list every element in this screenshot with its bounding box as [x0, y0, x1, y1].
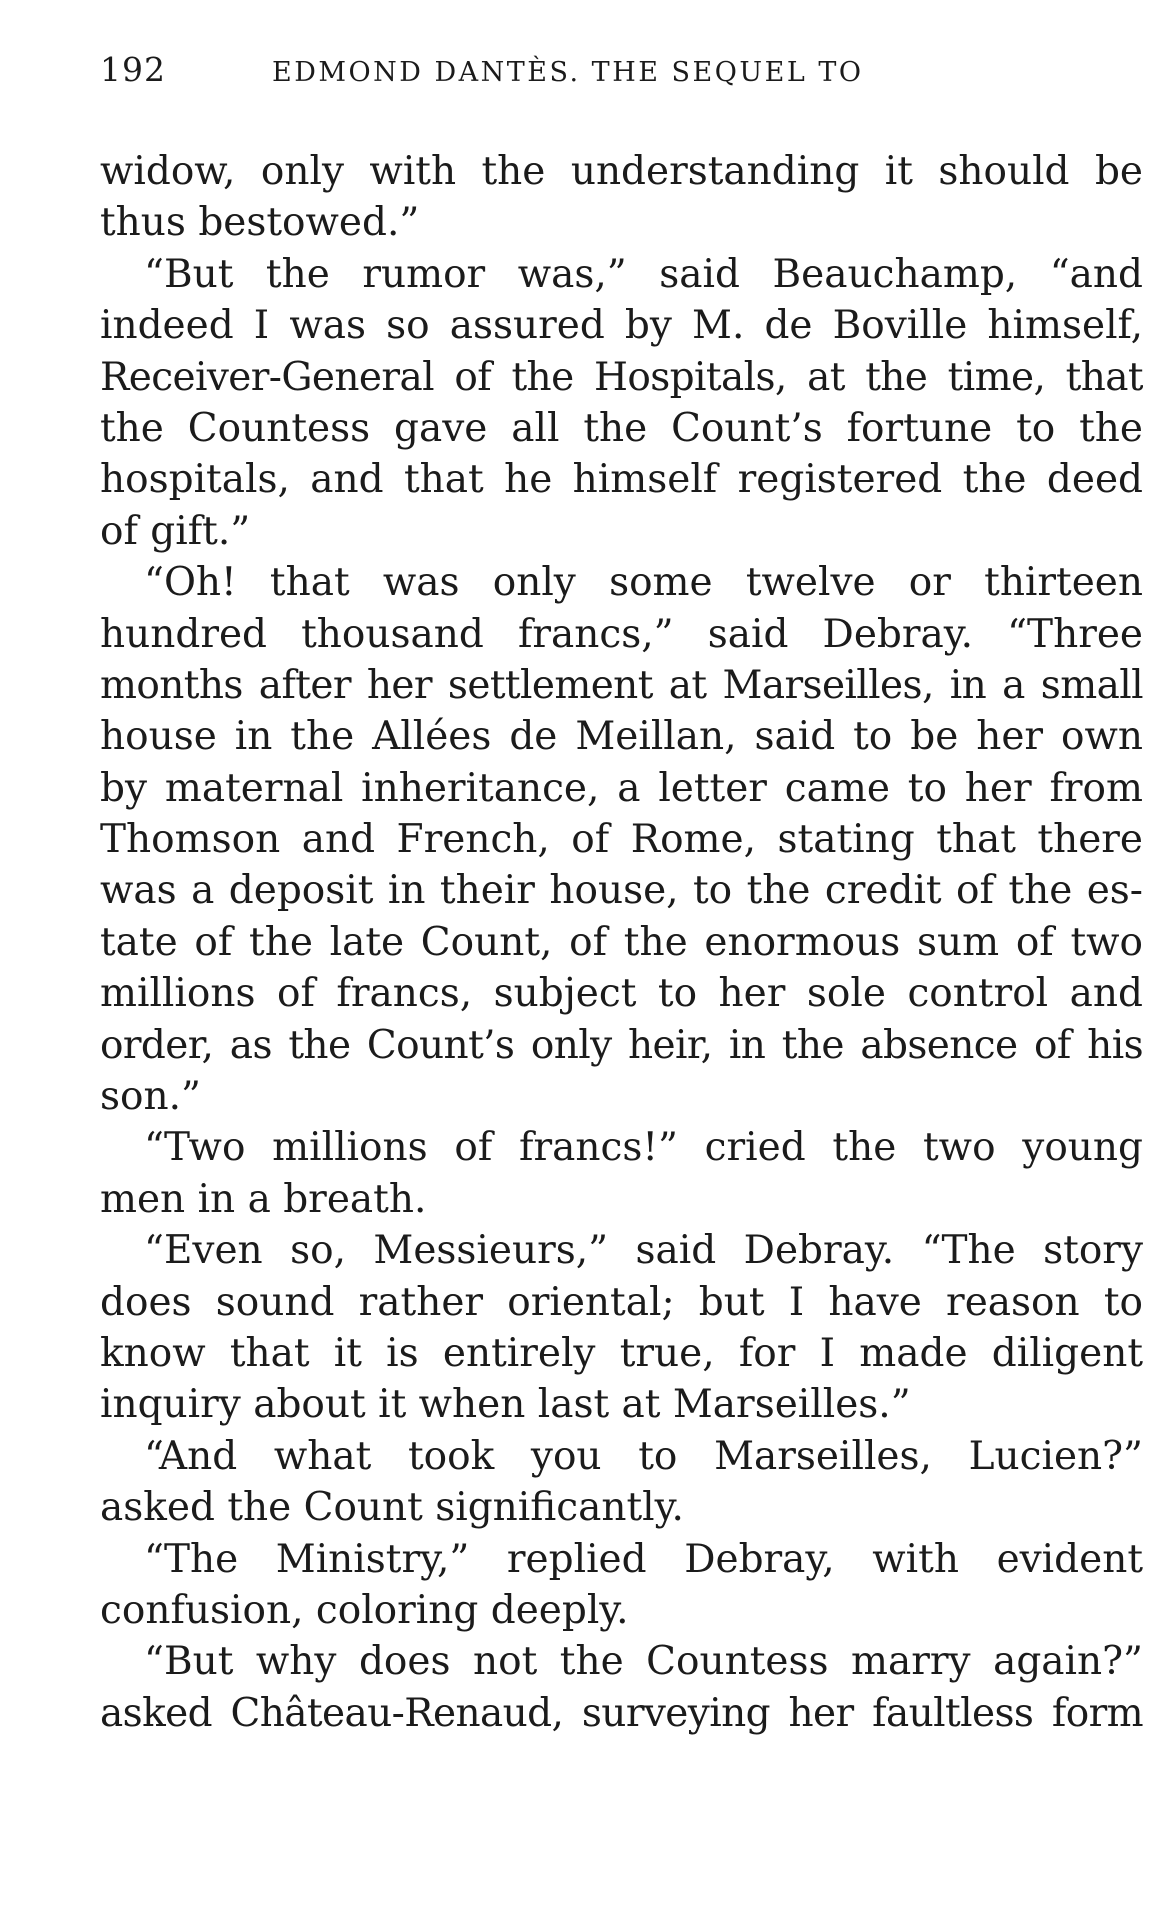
- text-line: does sound rather oriental; but I have reason to: [100, 1279, 1143, 1325]
- page-header: [100, 50, 1145, 100]
- text-line: know that it is entirely true, for I made diligent: [100, 1330, 1143, 1376]
- text-line: “And what took you to Marseilles, Lucien?”: [144, 1433, 1143, 1479]
- text-line: the Countess gave all the Count’s fortune to the: [100, 405, 1143, 451]
- text-line: “The Ministry,” replied Debray, with evident: [144, 1536, 1143, 1582]
- text-line: by maternal inheritance, a letter came to her from: [100, 765, 1143, 811]
- text-line: inquiry about it when last at Marseilles.”: [100, 1382, 911, 1428]
- text-line: “Two millions of francs!” cried the two young: [144, 1125, 1143, 1171]
- text-line: widow, only with the understanding it should be: [100, 149, 1143, 194]
- text-line: hundred thousand francs,” said Debray. “Three: [100, 611, 1143, 657]
- body-text: [100, 146, 1143, 1739]
- page-number: 192: [100, 50, 166, 89]
- running-head: EDMOND DANTÈS. THE SEQUEL TO: [272, 57, 864, 88]
- text-line: of gift.”: [100, 508, 251, 554]
- text-line: son.”: [100, 1074, 201, 1120]
- text-line: men in a breath.: [100, 1176, 427, 1222]
- text-line: tate of the late Count, of the enormous sum of two: [100, 919, 1143, 965]
- text-line: millions of francs, subject to her sole control and: [100, 971, 1143, 1017]
- text-line: house in the Allées de Meillan, said to be her own: [100, 714, 1143, 760]
- text-line: Thomson and French, of Rome, stating that there: [100, 817, 1143, 863]
- text-line: months after her settlement at Marseilles, in a small: [100, 662, 1143, 708]
- text-line: confusion, coloring deeply.: [100, 1587, 629, 1633]
- text-line: hospitals, and that he himself registered the deed: [100, 457, 1143, 503]
- text-line: asked the Count significantly.: [100, 1485, 684, 1531]
- text-line: asked Château-Renaud, surveying her faultless form: [100, 1690, 1143, 1736]
- text-line: thus bestowed.”: [100, 200, 420, 246]
- text-line: indeed I was so assured by M. de Boville himself,: [100, 303, 1143, 349]
- text-line: Receiver-General of the Hospitals, at the time, that: [100, 354, 1143, 400]
- text-line: order, as the Count’s only heir, in the absence of his: [100, 1022, 1143, 1068]
- text-line: “But why does not the Countess marry again?”: [144, 1639, 1143, 1685]
- text-line: “But the rumor was,” said Beauchamp, “and: [144, 251, 1143, 297]
- text-line: was a deposit in their house, to the credit of the es-: [100, 868, 1143, 914]
- text-line: “Even so, Messieurs,” said Debray. “The story: [144, 1228, 1143, 1274]
- text-line: “Oh! that was only some twelve or thirteen: [144, 560, 1143, 606]
